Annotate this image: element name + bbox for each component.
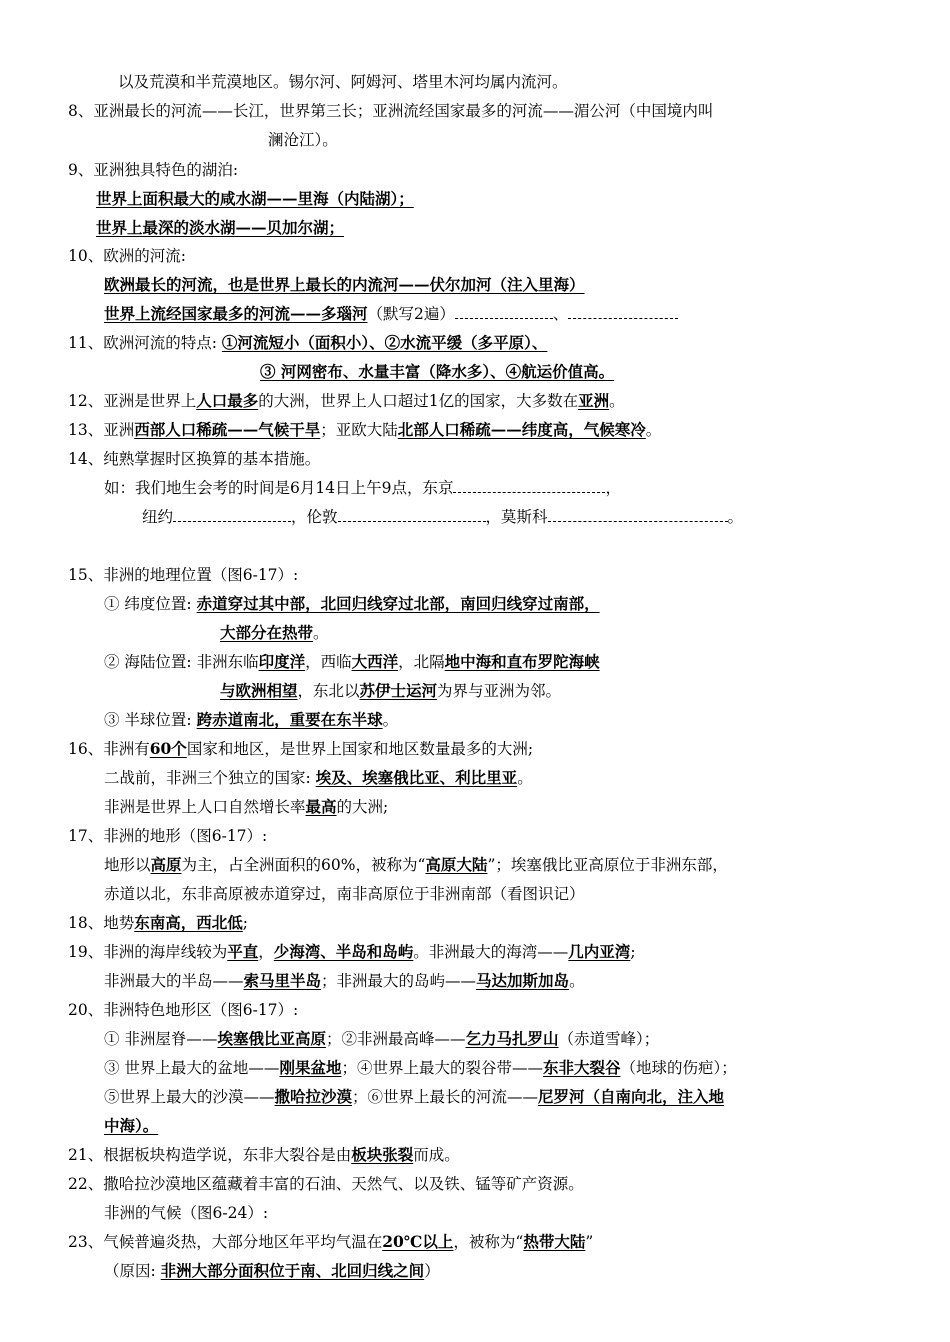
item-22: 22、撒哈拉沙漠地区蕴藏着丰富的石油、天然气、以及铁、锰等矿产资源。	[68, 1175, 584, 1193]
item-19-cont: 非洲最大的半岛——索马里半岛；非洲最大的岛屿——马达加斯加岛。	[104, 971, 585, 990]
item-16: 16、非洲有60个国家和地区，是世界上国家和地区数量最多的大洲;	[68, 739, 534, 758]
item-20-landforms-3: ⑤世界上最大的沙漠——撒哈拉沙漠；⑥世界上最长的河流——尼罗河（自南向北，注入地	[104, 1087, 725, 1106]
item-15-latitude-cont: 大部分在热带。	[220, 623, 329, 642]
item-10: 10、欧洲的河流:	[68, 247, 186, 265]
item-19: 19、非洲的海岸线较为平直，少海湾、半岛和岛屿。非洲最大的海湾——几内亚湾;	[68, 942, 636, 961]
item-23: 23、气候普遍炎热，大部分地区年平均气温在20℃以上，被称为“热带大陆”	[68, 1232, 594, 1251]
blank-line	[338, 507, 486, 522]
blank-line	[568, 304, 678, 319]
item-15-sea-land: ② 海陆位置: 非洲东临印度洋，西临大西洋，北隔地中海和直布罗陀海峡	[104, 652, 600, 671]
item-23-reason: （原因: 非洲大部分面积位于南、北回归线之间）	[104, 1261, 440, 1280]
item-10-river-1: 欧洲最长的河流，也是世界上最长的内流河——伏尔加河（注入里海）	[104, 275, 585, 294]
item-16-growth: 非洲是世界上人口自然增长率最高的大洲;	[104, 797, 389, 816]
item-15-latitude: ① 纬度位置: 赤道穿过其中部，北回归线穿过北部，南回归线穿过南部，	[104, 594, 600, 613]
text-line: 以及荒漠和半荒漠地区。锡尔河、阿姆河、塔里木河均属内流河。	[118, 73, 568, 91]
blank-line	[455, 304, 553, 319]
item-8: 8、亚洲最长的河流——长江，世界第三长；亚洲流经国家最多的河流——湄公河（中国境内叫	[68, 102, 714, 120]
blank-line	[453, 478, 605, 493]
item-9: 9、亚洲独具特色的湖泊:	[68, 161, 239, 179]
item-10-river-2: 世界上流经国家最多的河流——多瑙河（默写2遍） 、	[104, 304, 678, 324]
item-12: 12、亚洲是世界上人口最多的大洲，世界上人口超过1亿的国家，大多数在亚洲。	[68, 391, 625, 410]
blank-line	[548, 507, 728, 522]
item-21: 21、根据板块构造学说，东非大裂谷是由板块张裂而成。	[68, 1145, 460, 1164]
item-11: 11、欧洲河流的特点: ①河流短小（面积小）、②水流平缓（多平原）、	[68, 333, 548, 352]
item-15-hemisphere: ③ 半球位置: 跨赤道南北，重要在东半球。	[104, 710, 399, 729]
item-8-cont: 澜沧江）。	[268, 131, 338, 149]
item-14: 14、纯熟掌握时区换算的基本措施。	[68, 450, 321, 468]
item-20-landforms-1: ① 非洲屋脊——埃塞俄比亚高原；②非洲最高峰——乞力马扎罗山（赤道雪峰）；	[104, 1029, 660, 1048]
item-18: 18、地势东南高，西北低;	[68, 913, 248, 932]
item-17: 17、非洲的地形（图6-17）:	[68, 827, 268, 845]
item-20: 20、非洲特色地形区（图6-17）:	[68, 1001, 299, 1019]
climate-heading: 非洲的气候（图6-24）:	[104, 1204, 269, 1222]
item-17-text-cont: 赤道以北，东非高原被赤道穿过，南非高原位于非洲南部（看图识记）	[104, 885, 585, 903]
item-17-text: 地形以高原为主，占全洲面积的60%，被称为“高原大陆”；埃塞俄比亚高原位于非洲东部，	[104, 855, 728, 874]
item-20-landforms-3-cont: 中海）。	[104, 1116, 159, 1135]
item-15: 15、非洲的地理位置（图6-17）:	[68, 566, 299, 584]
item-9-lake-1: 世界上面积最大的咸水湖——里海（内陆湖）；	[96, 189, 414, 208]
item-16-countries: 二战前，非洲三个独立的国家: 埃及、埃塞俄比亚、利比里亚。	[104, 768, 533, 787]
item-13: 13、亚洲西部人口稀疏——气候干旱；亚欧大陆北部人口稀疏——纬度高，气候寒冷。	[68, 420, 662, 439]
blank-line	[173, 507, 291, 522]
item-20-landforms-2: ③ 世界上最大的盆地——刚果盆地；④世界上最大的裂谷带——东非大裂谷（地球的伤疤）；	[104, 1058, 737, 1077]
item-14-example-cont: 纽约 ，伦敦 ，莫斯科 。	[142, 508, 744, 526]
item-9-lake-2: 世界上最深的淡水湖——贝加尔湖；	[96, 218, 345, 237]
item-11-cont: ③ 河网密布、水量丰富（降水多）、④航运价值高。	[260, 362, 615, 381]
item-14-example: 如：我们地生会考的时间是6月14日上午9点，东京 ，	[104, 479, 621, 497]
item-15-sea-land-cont: 与欧洲相望，东北以苏伊士运河为界与亚洲为邻。	[220, 681, 562, 700]
